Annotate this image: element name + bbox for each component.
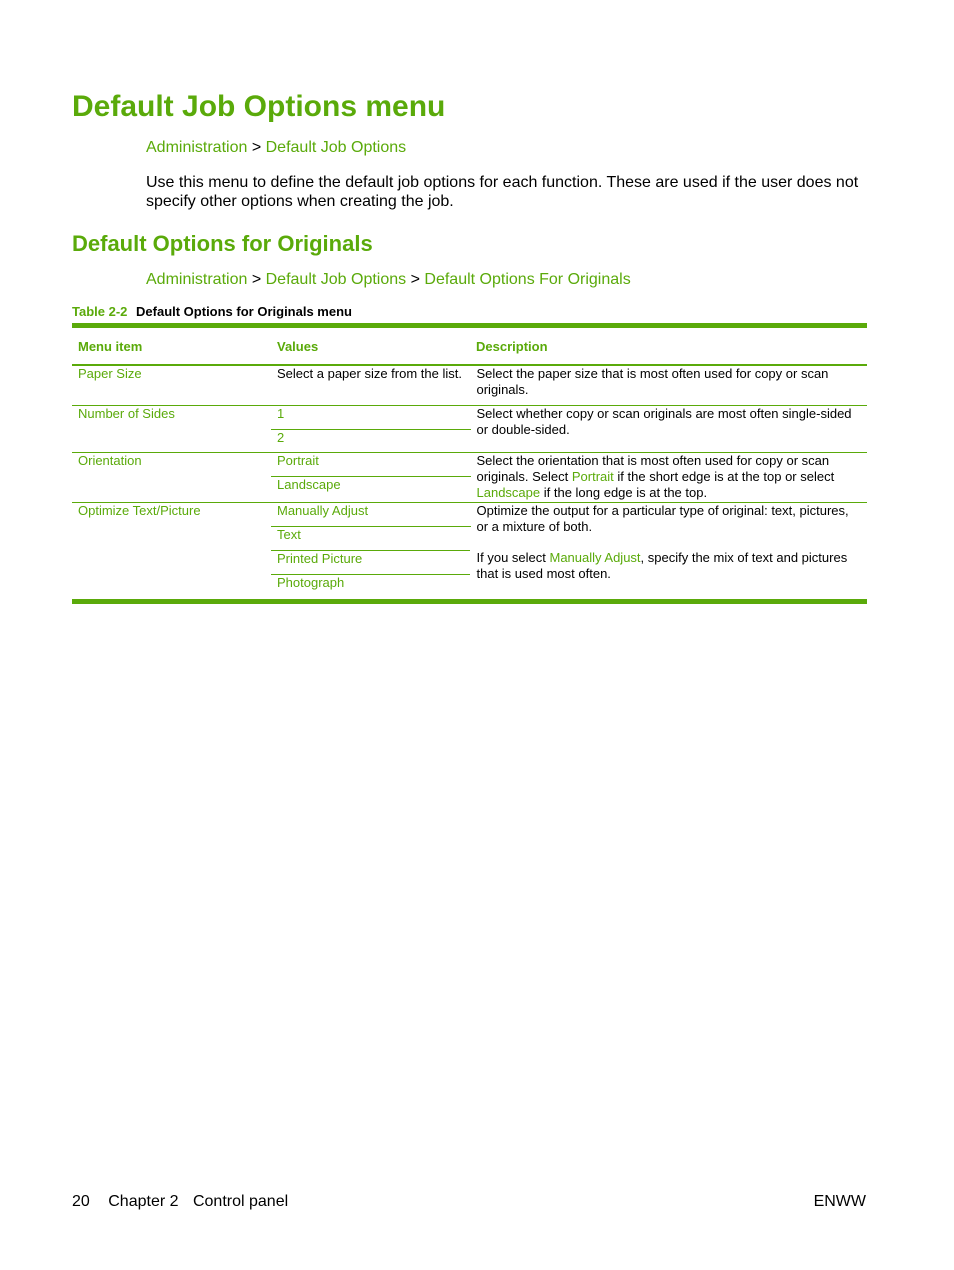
value-option-photograph[interactable]: Photograph <box>271 575 470 602</box>
table-row <box>72 365 867 406</box>
page-footer-left <box>72 1193 288 1211</box>
value-cell: Select a paper size from the list. <box>271 365 470 406</box>
description-text: , specify the mix of text and pictures that is used most often. <box>476 550 848 581</box>
description-cell: Select the paper size that is most often used for copy or scan originals. <box>470 365 867 406</box>
menu-item-paper-size[interactable]: Paper Size <box>72 365 271 406</box>
description-cell <box>470 453 867 503</box>
section-title: Default Options for Originals <box>72 231 373 256</box>
header-menu-item: Menu item <box>72 326 271 366</box>
description-link-manually-adjust[interactable]: Manually Adjust <box>549 550 641 565</box>
breadcrumb-link-default-job-options[interactable]: Default Job Options <box>265 271 407 288</box>
description-cell <box>470 503 867 602</box>
chapter-label: Chapter 2 <box>108 1193 179 1210</box>
value-option-manually-adjust[interactable]: Manually Adjust <box>271 503 470 527</box>
description-text: Optimize the output for a particular type of original: text, pictures, or a mixture of both. <box>476 503 849 534</box>
menu-item-orientation[interactable]: Orientation <box>72 453 271 503</box>
table-header-row <box>72 326 867 366</box>
description-text: Select the orientation that is most often used for copy or scan originals. Select <box>476 453 830 484</box>
menu-item-number-of-sides[interactable]: Number of Sides <box>72 406 271 453</box>
options-table <box>72 323 867 604</box>
intro-paragraph: Use this menu to define the default job options for each function. These are used if the user does not specify other options when creating the job. <box>146 174 859 210</box>
table-row <box>72 503 867 527</box>
breadcrumb-link-administration[interactable]: Administration <box>146 271 248 288</box>
breadcrumb <box>146 139 406 157</box>
page-footer-right: ENWW <box>813 1193 866 1210</box>
value-option-landscape[interactable]: Landscape <box>271 477 470 503</box>
value-option-1[interactable]: 1 <box>271 406 470 430</box>
description-cell: Select whether copy or scan originals are most often single-sided or double-sided. <box>470 406 867 453</box>
table-row <box>72 453 867 477</box>
description-text: If you select <box>476 550 550 565</box>
description-text: if the short edge is at the top or select <box>613 469 835 484</box>
description-text: if the long edge is at the top. <box>540 485 708 500</box>
value-option-2[interactable]: 2 <box>271 430 470 453</box>
table-caption-number: Table 2-2 <box>72 304 128 319</box>
description-link-portrait[interactable]: Portrait <box>571 469 614 484</box>
breadcrumb-separator: > <box>410 271 420 288</box>
header-values: Values <box>271 326 470 366</box>
description-link-landscape[interactable]: Landscape <box>476 485 541 500</box>
menu-item-optimize-text-picture[interactable]: Optimize Text/Picture <box>72 503 271 602</box>
page-title: Default Job Options menu <box>72 90 446 123</box>
page-number: 20 <box>72 1193 90 1210</box>
table-caption-title: Default Options for Originals menu <box>136 304 352 319</box>
description-text <box>477 550 862 582</box>
breadcrumb-link-default-options-for-originals[interactable]: Default Options For Originals <box>424 271 631 288</box>
value-option-portrait[interactable]: Portrait <box>271 453 470 477</box>
header-description: Description <box>470 326 867 366</box>
breadcrumb-separator: > <box>251 271 262 288</box>
table-caption <box>72 304 352 319</box>
breadcrumb-link-administration[interactable]: Administration <box>146 139 248 156</box>
breadcrumb-separator: > <box>251 139 262 156</box>
breadcrumb-link-default-job-options[interactable]: Default Job Options <box>265 139 407 156</box>
breadcrumb <box>146 271 631 289</box>
value-option-text[interactable]: Text <box>271 527 470 551</box>
table-row <box>72 406 867 430</box>
value-option-printed-picture[interactable]: Printed Picture <box>271 551 470 575</box>
chapter-title: Control panel <box>192 1193 289 1210</box>
